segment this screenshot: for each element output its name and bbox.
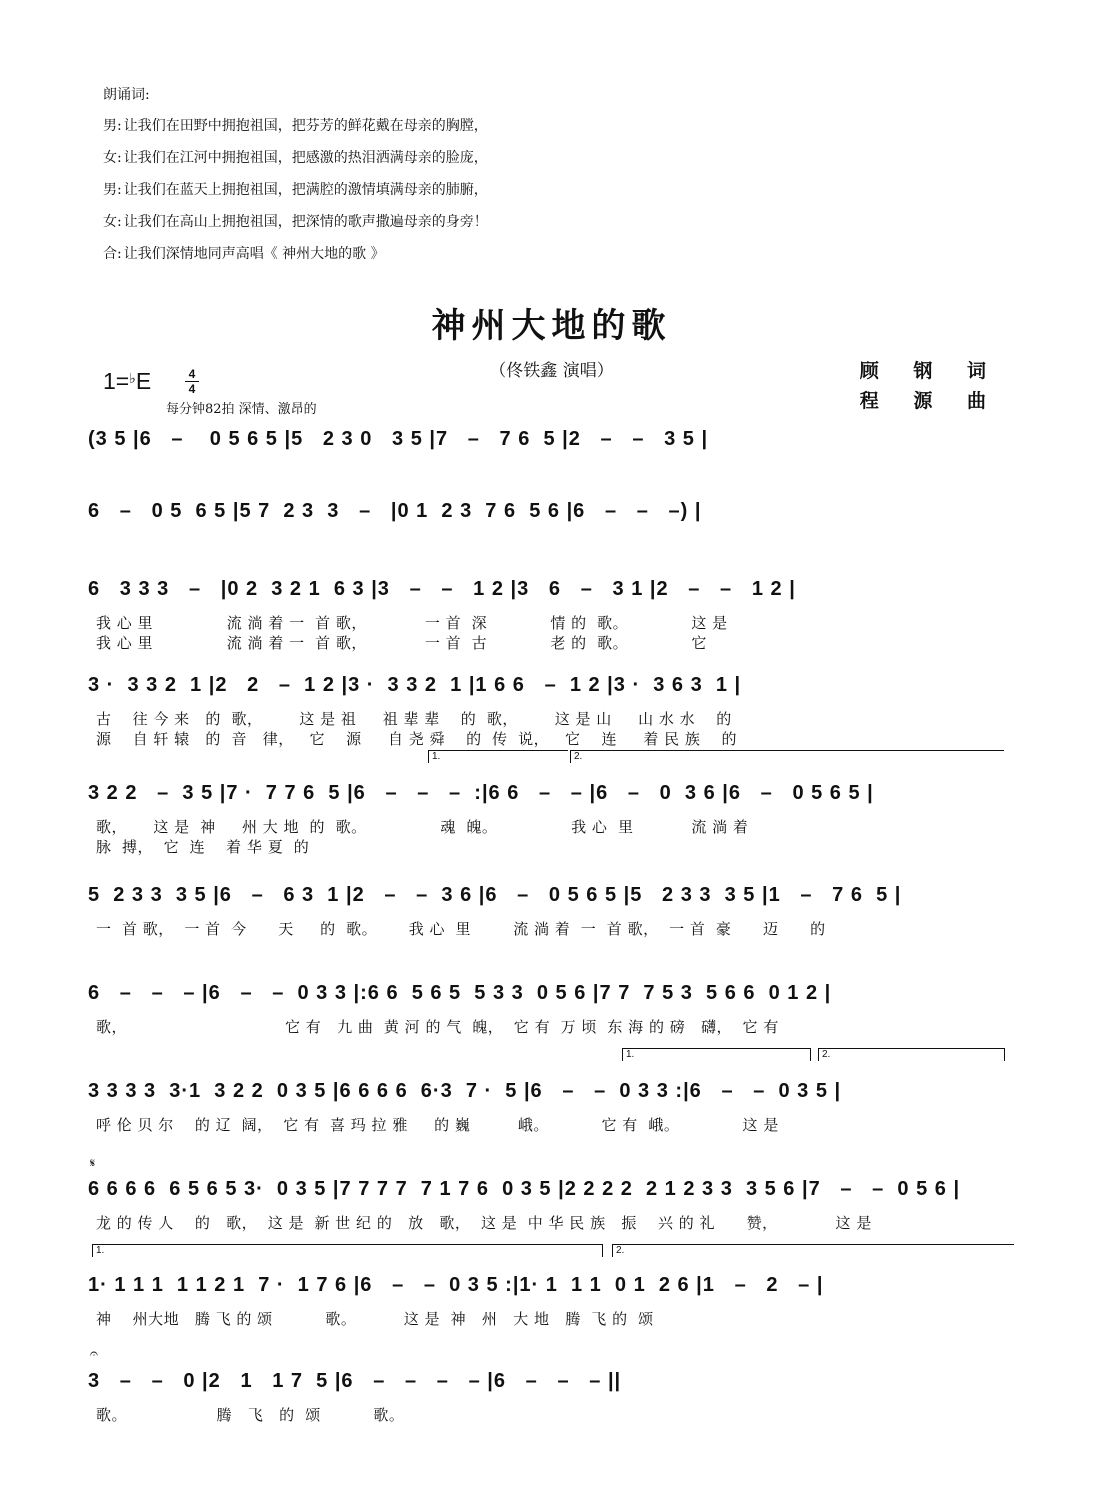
note-line: 6 3 3 3 – |0 2 3 2 1 6 3 |3 – – 1 2 |3 6 – 3 1 |2 – – 1 2 | xyxy=(88,578,796,600)
segno-icon: 𝄋 xyxy=(90,1156,96,1170)
note-line: 6 6 6 6 6 5 6 5 3· 0 3 5 |7 7 7 7 7 1 7 6 0 3 5 |2 2 2 2 2 1 2 3 3 3 5 6 |7 – – 0 5 6 | xyxy=(88,1178,961,1200)
lyric-verse-1: 古 往 今 来 的 歌， 这 是 祖 祖 辈 辈 的 歌， 这 是 山 山 水 水 的 xyxy=(96,710,732,728)
note-line: 3 3 3 3 3·1 3 2 2 0 3 5 |6 6 6 6 6·3 7 · 5 |6 – – 0 3 3 :|6 – – 0 3 5 | xyxy=(88,1080,842,1102)
time-signature xyxy=(185,367,199,396)
lyric-verse-2: 脉 搏， 它 连 着 华 夏 的 xyxy=(96,838,310,856)
lyric-verse-1: 歌， 这 是 神 州 大 地 的 歌。 魂 魄。 我 心 里 流 淌 着 xyxy=(96,818,749,836)
note-line: 6 – – – |6 – – 0 3 3 |:6 6 5 6 5 5 3 3 0 5 6 |7 7 7 5 3 5 6 6 0 1 2 | xyxy=(88,982,832,1004)
composer: 程 源 曲 xyxy=(859,390,1000,412)
performer: （佟铁鑫 演唱） xyxy=(489,361,614,381)
lyric-verse-1: 我 心 里 流 淌 着 一 首 歌， 一 首 深 情 的 歌。 这 是 xyxy=(96,614,728,632)
recitation-line xyxy=(103,174,1003,206)
recitation-line xyxy=(103,238,1003,270)
note-line: 1· 1 1 1 1 1 2 1 7 · 1 7 6 |6 – – 0 3 5 :|1· 1 1 1 0 1 2 6 |1 – 2 – | xyxy=(88,1274,824,1296)
tempo-marking: 每分钟82拍 深情、激昂的 xyxy=(166,402,317,417)
flat-icon: ♭ xyxy=(129,370,136,386)
recitation-line xyxy=(103,142,1003,174)
song-title: 神州大地的歌 xyxy=(431,306,672,346)
speaker-role: 男: xyxy=(103,182,122,198)
key-signature xyxy=(103,368,151,395)
speaker-role: 合: xyxy=(103,246,122,262)
lyric-verse-2: 源 自 轩 辕 的 音 律， 它 源 自 尧 舜 的 传 说， 它 连 着 民 族 的 xyxy=(96,730,737,748)
lyric-verse-1: 龙 的 传 人 的 歌， 这 是 新 世 纪 的 放 歌， 这 是 中 华 民 族 振 兴 的 礼 赞， 这 是 xyxy=(96,1214,872,1232)
note-line: 3 2 2 – 3 5 |7 · 7 7 6 5 |6 – – – :|6 6 – – |6 – 0 3 6 |6 – 0 5 6 5 | xyxy=(88,782,874,804)
volta-2-bracket: 2. xyxy=(612,1244,1014,1257)
lyric-verse-2: 我 心 里 流 淌 着 一 首 歌， 一 首 古 老 的 歌。 它 xyxy=(96,634,707,652)
key-note: E xyxy=(135,368,152,394)
note-line: (3 5 |6 – 0 5 6 5 |5 2 3 0 3 5 |7 – 7 6 5 |2 – – 3 5 | xyxy=(88,428,709,450)
recitation-block xyxy=(103,80,1003,270)
recitation-text: 让我们在蓝天上拥抱祖国，把满腔的激情填满母亲的肺腑， xyxy=(123,182,488,198)
recitation-heading: 朗诵词: xyxy=(103,87,150,103)
volta-2-bracket: 2. xyxy=(570,750,1004,763)
note-line: 3 · 3 3 2 1 |2 2 – 1 2 |3 · 3 3 2 1 |1 6 6 – 1 2 |3 · 3 6 3 1 | xyxy=(88,674,742,696)
speaker-role: 女: xyxy=(103,150,122,166)
note-line: 5 2 3 3 3 5 |6 – 6 3 1 |2 – – 3 6 |6 – 0 5 6 5 |5 2 3 3 3 5 |1 – 7 6 5 | xyxy=(88,884,902,906)
lyric-verse-1: 一 首 歌， 一 首 今 天 的 歌。 我 心 里 流 淌 着 一 首 歌， 一 首 豪 迈 的 xyxy=(96,920,826,938)
recitation-line xyxy=(103,206,1003,238)
recitation-text: 让我们在江河中拥抱祖国，把感激的热泪洒满母亲的脸庞， xyxy=(123,150,488,166)
lyricist: 顾 钢 词 xyxy=(859,360,1000,382)
volta-1-bracket: 1. xyxy=(92,1244,603,1257)
lyric-verse-1: 歌。 腾 飞 的 颂 歌。 xyxy=(96,1406,405,1424)
recitation-text: 让我们在田野中拥抱祖国，把芬芳的鲜花戴在母亲的胸膛， xyxy=(123,118,488,134)
speaker-role: 女: xyxy=(103,214,122,230)
volta-2-bracket: 2. xyxy=(818,1048,1005,1061)
note-line: 3 – – 0 |2 1 1 7 5 |6 – – – – |6 – – – || xyxy=(88,1370,622,1392)
lyric-verse-1: 神 州大地 腾 飞 的 颂 歌。 这 是 神 州 大 地 腾 飞 的 颂 xyxy=(96,1310,654,1328)
meter-bottom: 4 xyxy=(185,381,199,396)
volta-1-bracket: 1. xyxy=(428,750,568,763)
volta-1-bracket: 1. xyxy=(622,1048,811,1061)
recitation-text: 让我们在高山上拥抱祖国，把深情的歌声撒遍母亲的身旁！ xyxy=(123,214,488,230)
lyric-verse-1: 歌， 它 有 九 曲 黄 河 的 气 魄， 它 有 万 顷 东 海 的 磅 礴， 它 有 xyxy=(96,1018,779,1036)
fermata-icon: 𝄐 xyxy=(90,1346,98,1362)
credits xyxy=(860,356,1000,416)
key-prefix: 1= xyxy=(103,368,130,394)
lyric-verse-1: 呼 伦 贝 尔 的 辽 阔， 它 有 喜 玛 拉 雅 的 巍 峨。 它 有 峨。 这 是 xyxy=(96,1116,779,1134)
meter-top: 4 xyxy=(188,367,196,381)
recitation-line xyxy=(103,110,1003,142)
speaker-role: 男: xyxy=(103,118,122,134)
recitation-text: 让我们深情地同声高唱《 神州大地的歌 》 xyxy=(123,246,385,262)
note-line: 6 – 0 5 6 5 |5 7 2 3 3 – |0 1 2 3 7 6 5 6 |6 – – –) | xyxy=(88,500,702,522)
